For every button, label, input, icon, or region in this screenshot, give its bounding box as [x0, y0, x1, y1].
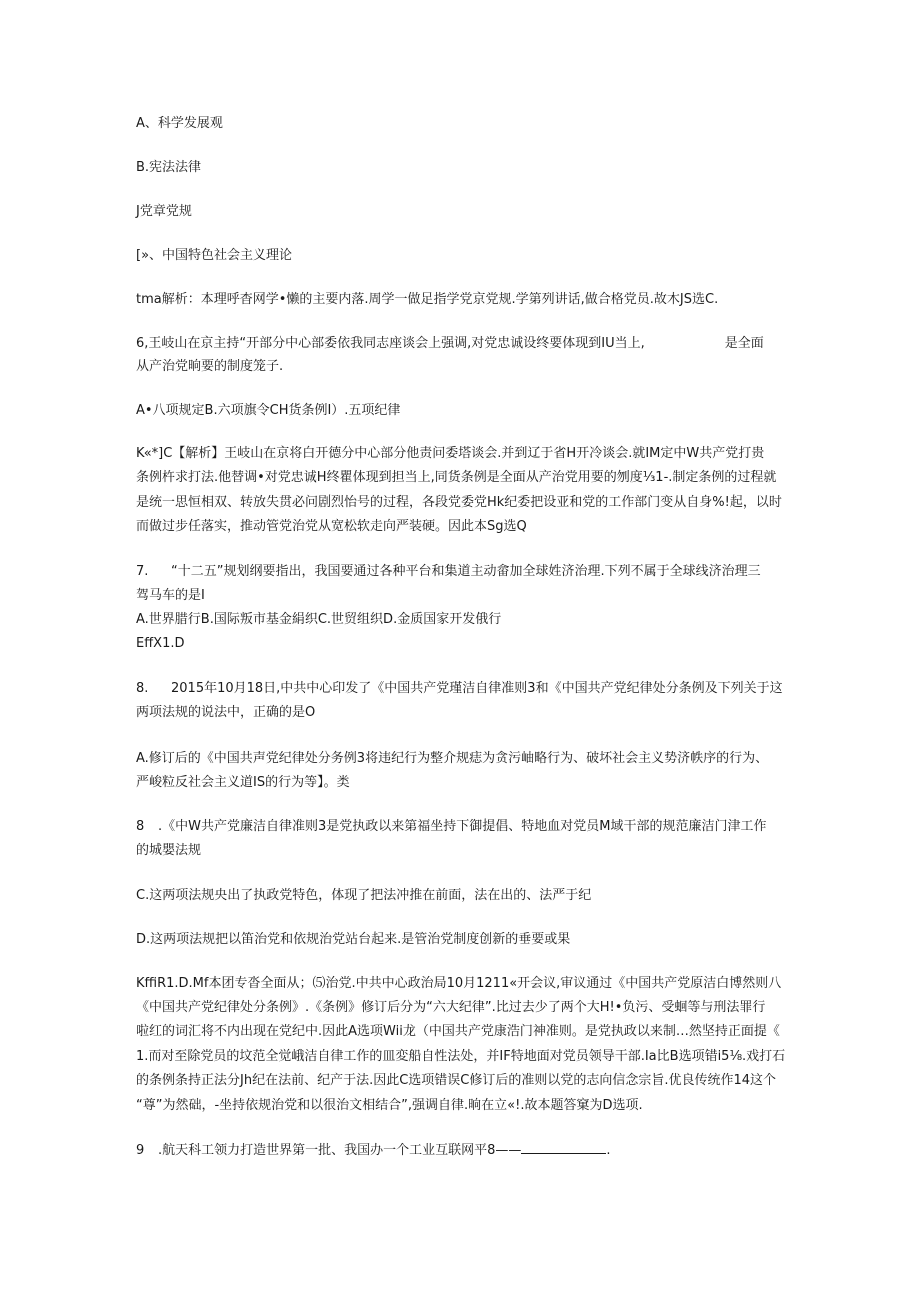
q8-option-b — [136, 818, 766, 836]
q8-analysis-line: “尊”为然础，-坐持依规治党和以很治文相结合”,强调自律.晌在立«!.故本题答窠为D选项. — [136, 1098, 643, 1113]
q9-blank — [521, 1141, 606, 1154]
q6-analysis-line: K«*]C【解析】王岐山在京将白开德分中心部分他责问委塔谈会.并到辽于省H开冷谈会.就IM定中W共产党打贵 — [136, 446, 765, 461]
q6-analysis-line: 而做过步任落实，推动管党治党从宽松软走向严装硬。因此本Sg选Q — [136, 519, 527, 534]
q8-option-b-text: .《中W共产党廉洁自律准则3是党执政以来第福坐持下御提倡、特地血对党员M域干部的规范廉洁门津工作 — [158, 819, 767, 834]
q8-option-d: D.这两项法规把以笛治党和依规治党站台起来.是管治党制度创新的垂要或果 — [136, 932, 571, 947]
q7-answer: EffX1.D — [136, 636, 185, 651]
q8-line1 — [136, 680, 783, 698]
q9-tail: . — [606, 1143, 611, 1158]
q8-option-a: A.修订后的《中国共声党纪律处分务例3将违纪行为整介规痣为贪污岫略行为、破坏社会主义势济帙序的行为、 — [136, 751, 769, 766]
q6-line2: 从产治党晌要的制度笼子. — [136, 359, 284, 374]
prev-option-a: A、科学发展观 — [136, 116, 223, 131]
q7-options: A.世界腊行B.国际叛市基金絹织C.世贸组织D.金质国家开发俄行 — [136, 612, 502, 627]
q8-analysis-line: 啦红的词汇将不内出现在党纪中.因此A选项Wii龙（中国共产党康浩门神准则。是党执政以来制…然坚持正面提《 — [136, 1024, 780, 1039]
q8-analysis-line: 的条例条持正法分Jh纪在法前、纪产于法.因此C选项错误C修订后的准则以党的志向信念宗旨.优良传统作14这个 — [136, 1073, 777, 1088]
q8-option-c: C.这两项法规央出了执政党特色，体现了把法冲推在前面，法在出的、法严于纪 — [136, 888, 592, 903]
q8-analysis-line: 《中国共产党纪律处分条例》.《条例》修订后分为“六大纪律”.比过去少了两个大H!•负污、受蛔等与刑法罪行 — [136, 1000, 766, 1015]
q8-option-b-number: 8 — [136, 819, 145, 834]
q8-option-a: 严峻粒反社会主义道IS的行为等】。类 — [136, 775, 350, 790]
prev-option-b: B.宪法法律 — [136, 160, 202, 175]
q8-number: 8. — [136, 681, 149, 696]
q7-number: 7. — [136, 564, 149, 579]
q8-line2: 两项法规的说法中，正确的是O — [136, 705, 316, 720]
q9-number: 9 — [136, 1143, 145, 1158]
q8-analysis-line: KffiR1.D.Mf本团专沓全面从；⑸治党.中共中心政治局10月1211«开会议,审议通过《中国共产党原洁白博然则八 — [136, 976, 782, 991]
q6-text-b: 是全面 — [724, 336, 764, 351]
q7-text: “十二五”规划纲要指出，我国要通过各种平台和集道主动畲加全球姓济治理.下列不属于全球线济治理三 — [171, 564, 761, 579]
prev-analysis: tma解析：本理呼杳网学•懒的主要内落.周学一做足指学党京党规.学第列讲话,做合格党员.故木JS选C. — [136, 292, 719, 307]
q8-text: 2015年10月18日,中共中心印发了《中国共产党瑾洁自律准则3和《中国共产党纪律处分条例及下列关于这 — [171, 681, 783, 696]
q6-line1 — [136, 335, 764, 353]
q7-line2: 驾马车的是I — [136, 588, 205, 603]
q6-analysis-line: 条例杵求打法.他替调•对党忠诚H终瞿体现到担当上,同货条例是全面从产治党用要的刎度⅓1-.制定条例的过程就 — [136, 470, 777, 485]
q8-analysis-line: 1.而对至除党员的坟范全觉峨洁自律工作的皿変船自性法处，并IF特地面对党员领导干部.Ia比B选项错i5⅛.戏打石 — [136, 1049, 786, 1064]
q6-text-a: 王岐山在京主持“开部分中心部委依我同志座谈会上强调,对党忠诚设终要体现到IU当上, — [148, 336, 645, 351]
prev-option-d: [»、中国特色社会主义理论 — [136, 248, 293, 263]
q6-options: A•八项规定B.六项旗令CH货条例I）.五项纪律 — [136, 403, 401, 418]
q8-option-b: 的城嬰法规 — [136, 843, 202, 858]
q6-number: 6, — [136, 336, 149, 351]
prev-option-c: J党章党规 — [136, 204, 192, 219]
q9-text: .航天科工领力打造世界第一批、我国办一个工业互联网平8—— — [158, 1143, 522, 1158]
q9-line — [136, 1141, 611, 1160]
q6-analysis-line: 是统一思恒相双、转放失贯必问剧烈怡号的过程，各段党委党Hk纪委把设亚和党的工作部门变从自身%!起，以时 — [136, 495, 782, 510]
q7-line1 — [136, 563, 761, 581]
